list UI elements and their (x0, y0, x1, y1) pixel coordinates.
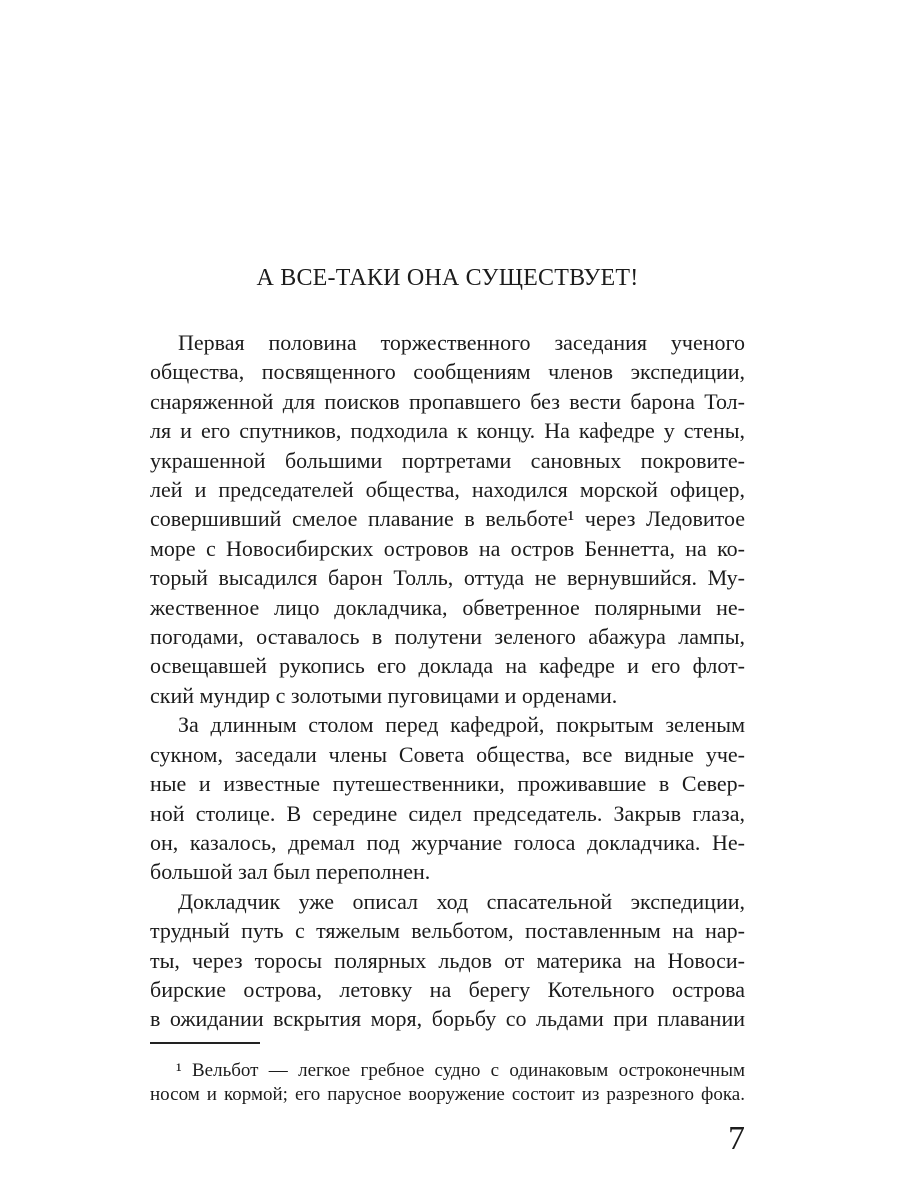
text-line: трудный путь с тяжелым вельботом, поставленным на нар- (150, 918, 745, 944)
text-line: лей и председателей общества, находился морской офицер, (150, 477, 745, 503)
paragraph (150, 710, 745, 886)
paragraph (150, 328, 745, 710)
text-line: За длинным столом перед кафедрой, покрытым зеленым (178, 712, 745, 738)
text-line: носом и кормой; его парусное вооружение состоит из разрезного фока. (150, 1083, 745, 1105)
text-line: жественное лицо докладчика, обветренное полярными не- (150, 594, 745, 620)
text-line: море с Новосибирских островов на остров Беннетта, на ко- (150, 535, 745, 561)
body-text (150, 328, 745, 1034)
page-content (150, 0, 745, 1200)
text-line: Докладчик уже описал ход спасательной экспедиции, (178, 888, 745, 914)
text-line: ский мундир с золотыми пуговицами и орденами. (150, 682, 618, 708)
page-number: 7 (728, 1120, 745, 1157)
chapter-title: А ВСЕ-ТАКИ ОНА СУЩЕСТВУЕТ! (256, 265, 639, 291)
text-line: совершивший смелое плавание в вельботе¹ через Ледовитое (150, 506, 745, 532)
text-line: он, казалось, дремал под журчание голоса докладчика. Не- (150, 829, 745, 855)
text-line: в ожидании вскрытия моря, борьбу со льдами при плавании (150, 1006, 745, 1032)
paragraph (150, 887, 745, 1034)
text-line: торый высадился барон Толль, оттуда не вернувшийся. Му- (150, 565, 745, 591)
text-line: украшенной большими портретами сановных покровите- (150, 447, 745, 473)
text-line: ные и известные путешественники, проживавшие в Север- (150, 771, 745, 797)
text-line: снаряженной для поисков пропавшего без вести барона Тол- (150, 388, 745, 414)
text-line: общества, посвященного сообщениям членов экспедиции, (150, 359, 745, 385)
text-line: ты, через торосы полярных льдов от материка на Новоси- (150, 947, 745, 973)
text-line: Первая половина торжественного заседания ученого (178, 330, 745, 355)
footnote-separator (150, 1042, 260, 1044)
text-line: ной столице. В середине сидел председатель. Закрыв глаза, (150, 800, 745, 826)
text-line: ля и его спутников, подходила к концу. На кафедре у стены, (150, 418, 745, 444)
text-line: ¹ Вельбот — легкое гребное судно с одинаковым остроконечным (176, 1060, 745, 1081)
text-line: освещавшей рукопись его доклада на кафедре и его флот- (150, 653, 745, 679)
text-line: сукном, заседали члены Совета общества, все видные уче- (150, 741, 745, 767)
text-line: бирские острова, летовку на берегу Котельного острова (150, 976, 745, 1002)
text-line: погодами, оставалось в полутени зеленого абажура лампы, (150, 624, 745, 650)
footnote (150, 1059, 745, 1106)
text-line: большой зал был переполнен. (150, 859, 431, 885)
